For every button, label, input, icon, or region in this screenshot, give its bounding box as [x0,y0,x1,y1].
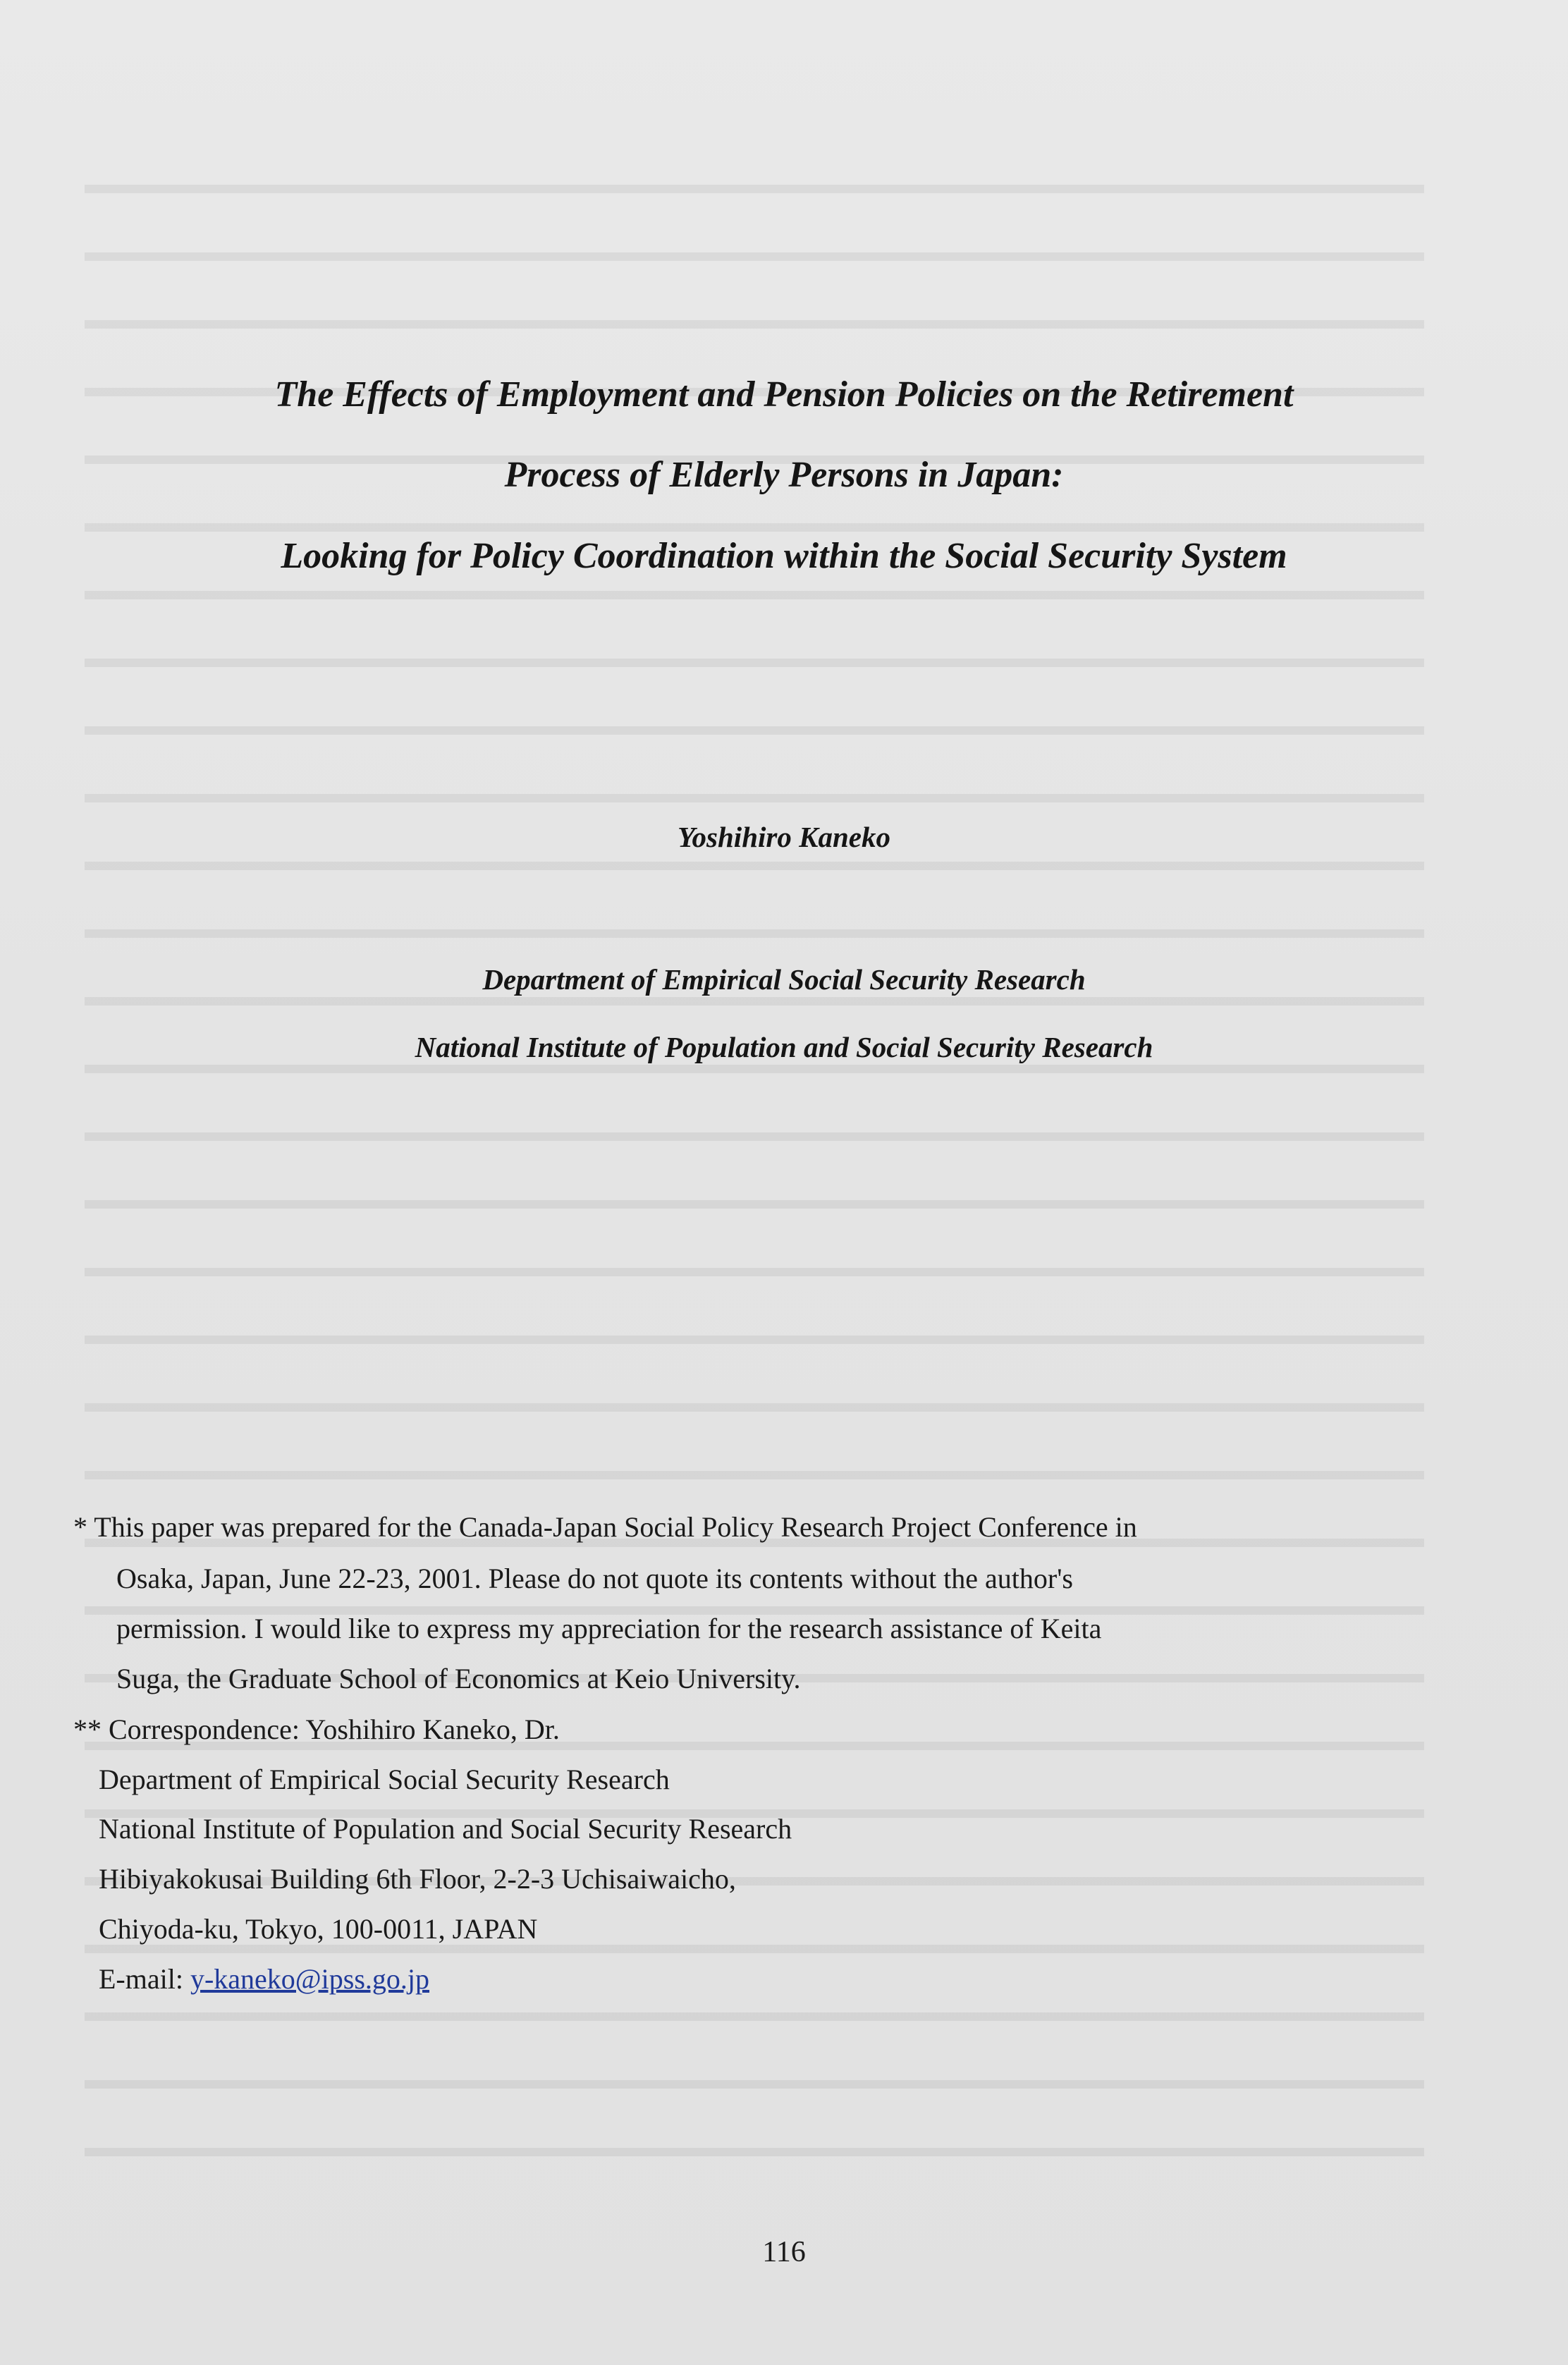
footnote-1-line-4: Suga, the Graduate School of Economics at Keio University. [116,1663,801,1694]
page-number: 116 [762,2236,806,2268]
correspondence-department: Department of Empirical Social Security Research [99,1764,670,1795]
footnote-1-line-3: permission. I would like to express my appreciation for the research assistance of Keita [116,1613,1102,1644]
paper-title-line-2: Process of Elderly Persons in Japan: [504,455,1064,495]
correspondence-address-line-1: Hibiyakokusai Building 6th Floor, 2-2-3 Uchisaiwaicho, [99,1863,736,1895]
correspondence-institute: National Institute of Population and Social Security Research [99,1813,792,1845]
footnote-2-line-1: ** Correspondence: Yoshihiro Kaneko, Dr. [73,1713,560,1745]
footnote-1-line-2: Osaka, Japan, June 22-23, 2001. Please do not quote its contents without the author's [116,1563,1073,1594]
author-name: Yoshihiro Kaneko [678,821,890,853]
author-department: Department of Empirical Social Security Research [482,963,1086,996]
paper-title-line-3: Looking for Policy Coordination within the Social Security System [281,536,1287,576]
email-label: E-mail: [99,1963,190,1995]
footnote-1-line-1: * This paper was prepared for the Canada-Japan Social Policy Research Project Conference in [73,1511,1137,1543]
paper-title-line-1: The Effects of Employment and Pension Policies on the Retirement [274,374,1294,415]
author-institute: National Institute of Population and Social Security Research [415,1031,1153,1063]
email-link[interactable]: y-kaneko@ipss.go.jp [190,1963,429,1995]
correspondence-email [99,1965,1438,1993]
correspondence-address-line-2: Chiyoda-ku, Tokyo, 100-0011, JAPAN [99,1913,538,1945]
